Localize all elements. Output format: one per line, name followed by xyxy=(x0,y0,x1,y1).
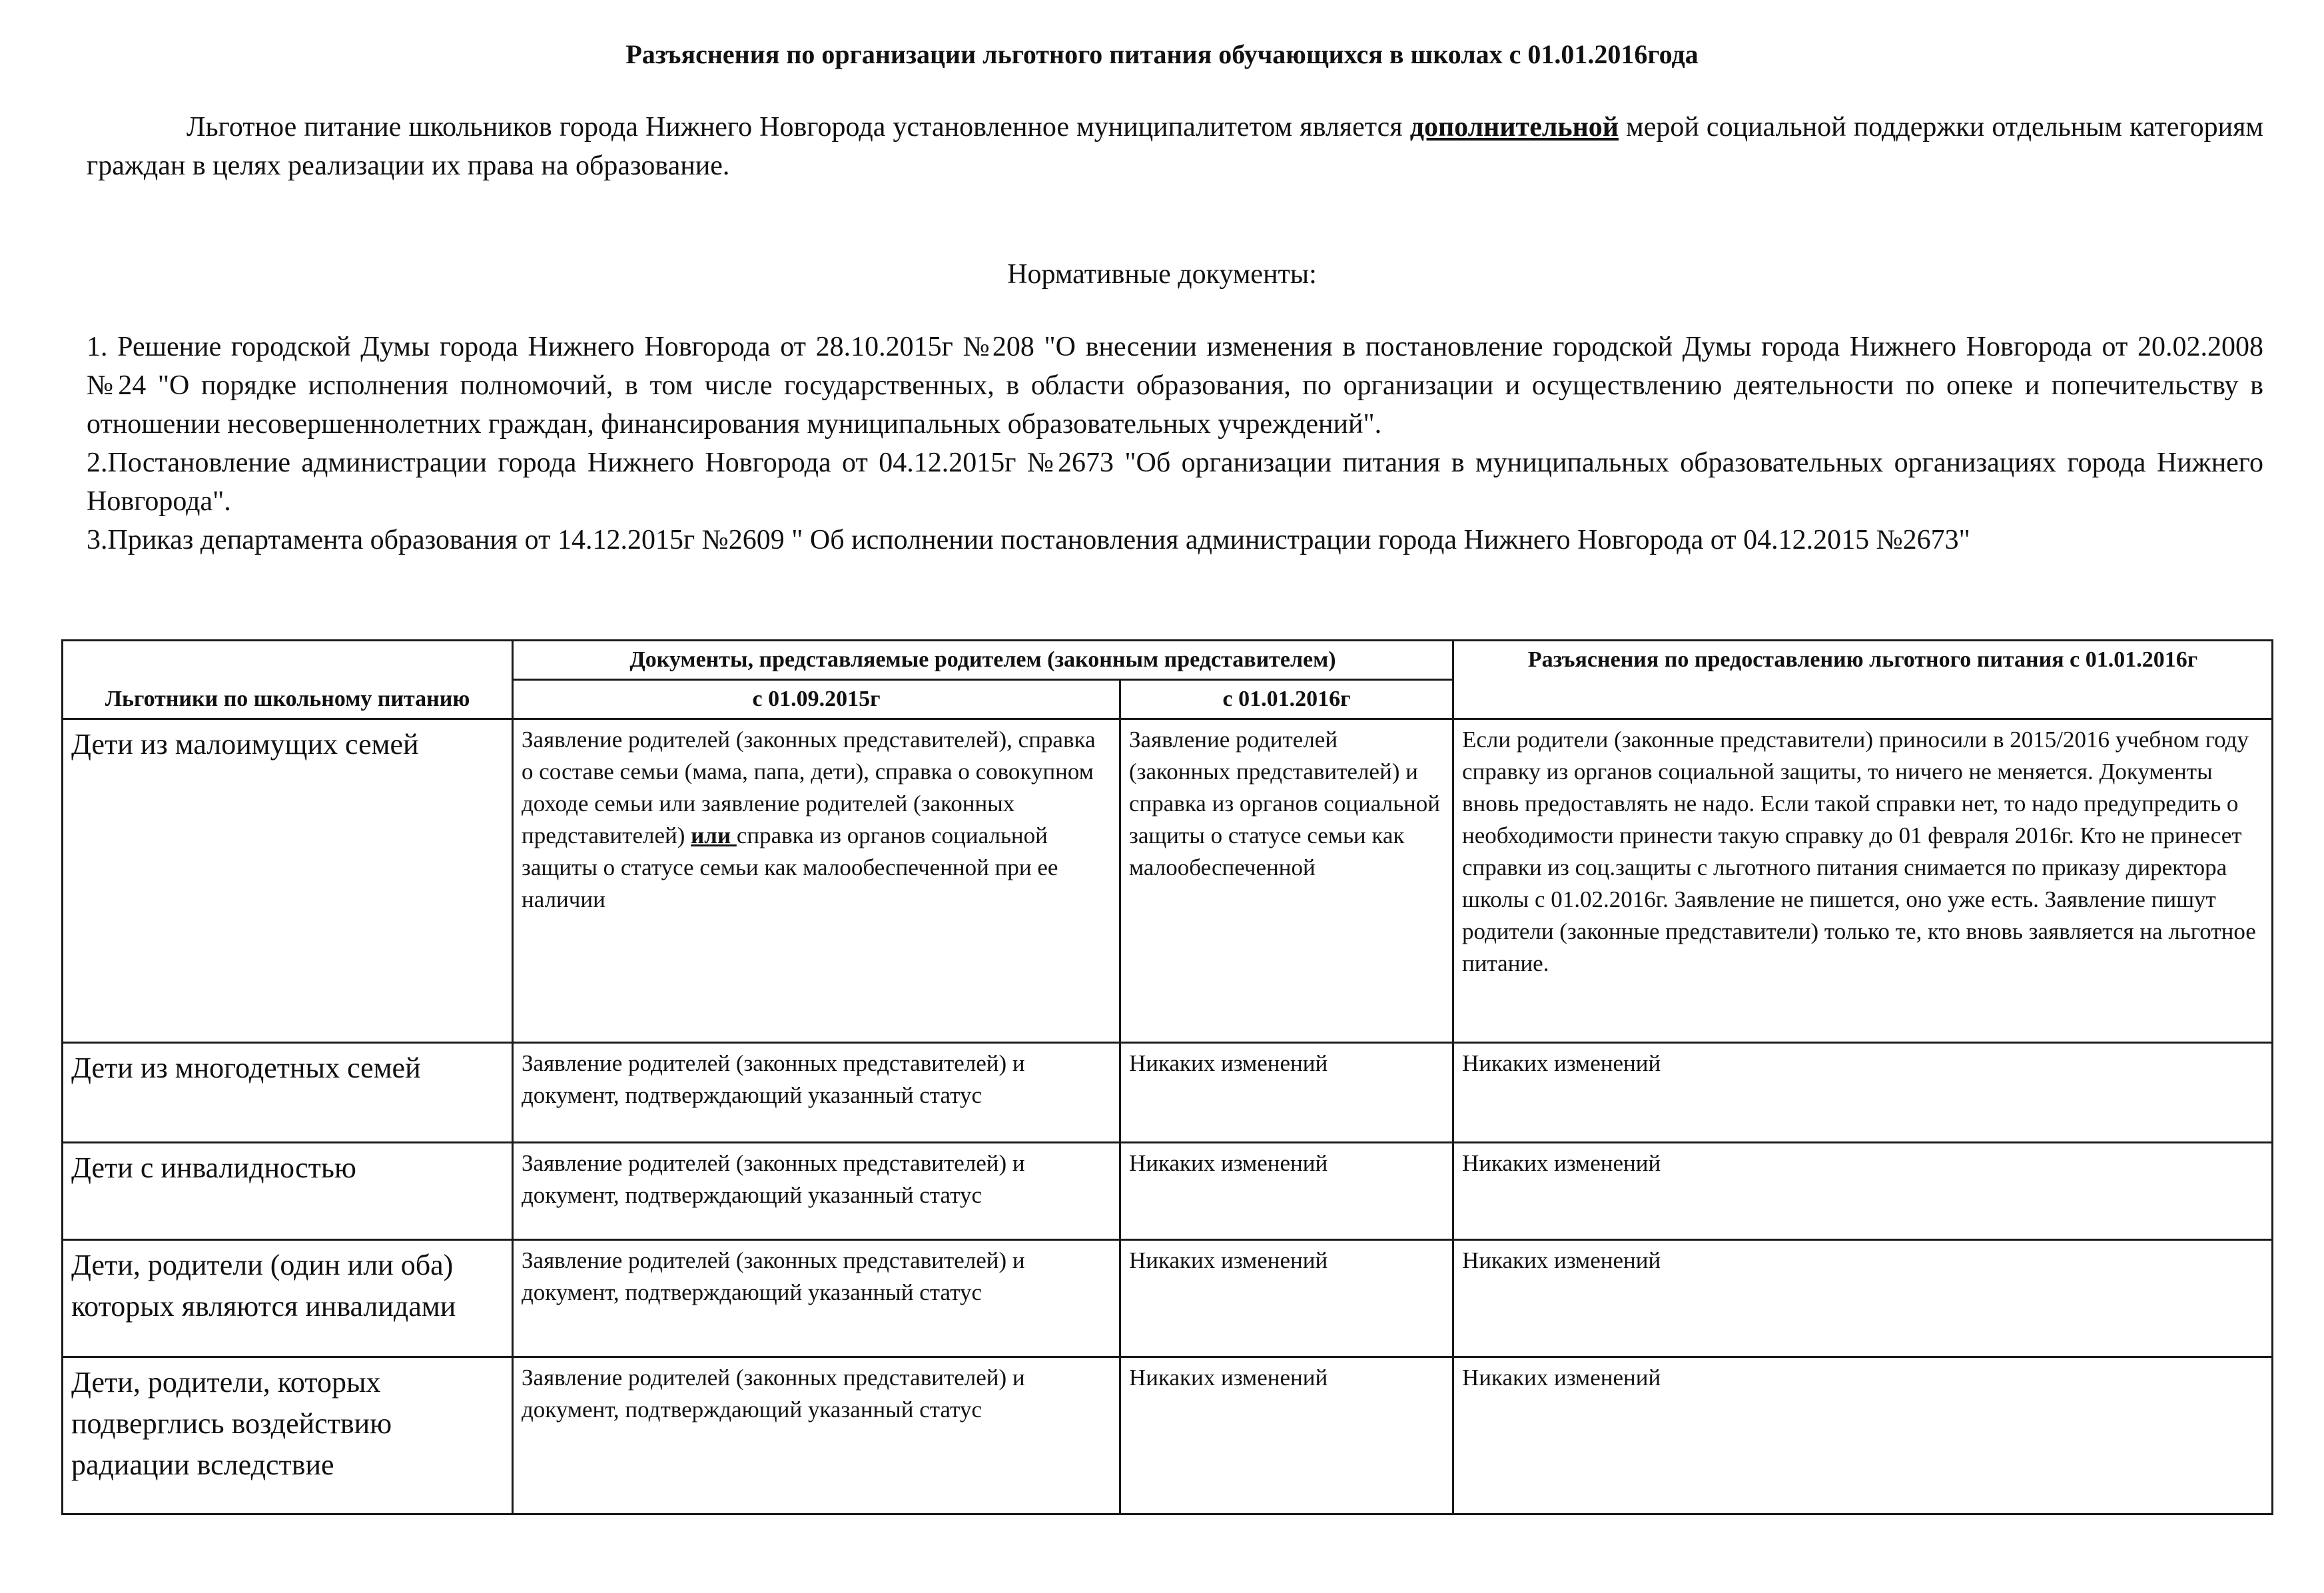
header-from-2015: с 01.09.2015г xyxy=(513,680,1120,719)
normative-documents-list xyxy=(87,328,2263,559)
benefits-table xyxy=(61,639,2273,1515)
documents-2016-cell: Никаких изменений xyxy=(1120,1240,1453,1357)
explanation-cell: Никаких изменений xyxy=(1453,1143,2273,1240)
document-title: Разъяснения по организации льготного питания обучающихся в школах с 01.01.2016года xyxy=(625,39,1699,69)
table-row xyxy=(63,1240,2273,1357)
intro-paragraph xyxy=(87,108,2263,185)
documents-2015-cell xyxy=(513,719,1120,1043)
normative-documents-heading: Нормативные документы: xyxy=(1007,259,1317,290)
documents-2015-cell: Заявление родителей (законных представителей) и документ, подтверждающий указанный статус xyxy=(513,1043,1120,1143)
category-cell: Дети, родители (один или оба) которых являются инвалидами xyxy=(63,1240,513,1357)
documents-2015-text-cont: справка из органов социальной защиты о статусе семьи как малообеспеченной при ее наличии xyxy=(522,822,1058,912)
documents-2016-cell: Никаких изменений xyxy=(1120,1357,1453,1514)
header-category: Льготники по школьному питанию xyxy=(63,641,513,719)
documents-2016-cell: Заявление родителей (законных представителей) и справка из органов социальной защиты о статусе семьи как малообеспеченной xyxy=(1120,719,1453,1043)
or-emphasis: или xyxy=(691,822,737,848)
normative-document-item: 1. Решение городской Думы города Нижнего Новгорода от 28.10.2015г №208 "О внесении изменения в постановление городской Думы города Нижнего Новгорода от 20.02.2008 №24 "О порядке исполнения полномочий, в том числе государственных, в области образования, по организации и осуществлению деятельности по опеке и попечительству в отношении несовершеннолетних граждан, финансирования муниципальных образовательных учреждений". xyxy=(87,332,2263,440)
normative-document-item: 2.Постановление администрации города Нижнего Новгорода от 04.12.2015г №2673 "Об организации питания в муниципальных образовательных организациях города Нижнего Новгорода". xyxy=(87,448,2263,517)
documents-2015-cell: Заявление родителей (законных представителей) и документ, подтверждающий указанный статус xyxy=(513,1143,1120,1240)
intro-emphasis: дополнительной xyxy=(1409,112,1619,143)
header-from-2016: с 01.01.2016г xyxy=(1120,680,1453,719)
table-header-row xyxy=(63,641,2273,680)
documents-2015-cell: Заявление родителей (законных представителей) и документ, подтверждающий указанный статус xyxy=(513,1357,1120,1514)
table-row xyxy=(63,1357,2273,1514)
table-row xyxy=(63,719,2273,1043)
header-explanation: Разъяснения по предоставлению льготного питания с 01.01.2016г xyxy=(1453,641,2273,719)
category-cell: Дети из малоимущих семей xyxy=(63,719,513,1043)
documents-2015-cell: Заявление родителей (законных представителей) и документ, подтверждающий указанный статус xyxy=(513,1240,1120,1357)
intro-text-before: Льготное питание школьников города Нижнего Новгорода установленное муниципалитетом является xyxy=(187,112,1410,143)
documents-2016-cell: Никаких изменений xyxy=(1120,1043,1453,1143)
explanation-cell: Никаких изменений xyxy=(1453,1240,2273,1357)
documents-2015-text: Заявление родителей (законных представителей), справка о составе семьи (мама, папа, дети), справка о совокупном доходе семьи или заявление родителей (законных представителей) xyxy=(522,727,1096,848)
table-row xyxy=(63,1143,2273,1240)
category-cell: Дети, родители, которых подверглись воздействию радиации вследствие xyxy=(63,1357,513,1514)
category-cell: Дети из многодетных семей xyxy=(63,1043,513,1143)
explanation-cell: Никаких изменений xyxy=(1453,1357,2273,1514)
explanation-cell: Если родители (законные представители) приносили в 2015/2016 учебном году справку из органов социальной защиты, то ничего не меняется. Документы вновь предоставлять не надо. Если такой справки нет, то надо предупредить о необходимости принести такую справку до 01 февраля 2016г. Кто не принесет справки из соц.защиты с льготного питания снимается по приказу директора школы с 01.02.2016г. Заявление не пишется, оно уже есть. Заявление пишут родители (законные представители) только те, кто вновь заявляется на льготное питание. xyxy=(1453,719,2273,1043)
intro-text-after: мерой социальной поддержки отдельным категориям граждан в целях реализации их права на образование. xyxy=(87,112,2263,181)
table-row xyxy=(63,1043,2273,1143)
documents-2016-cell: Никаких изменений xyxy=(1120,1143,1453,1240)
normative-document-item: 3.Приказ департамента образования от 14.12.2015г №2609 " Об исполнении постановления администрации города Нижнего Новгорода от 04.12.2015 №2673" xyxy=(87,525,1970,555)
category-cell: Дети с инвалидностью xyxy=(63,1143,513,1240)
explanation-cell: Никаких изменений xyxy=(1453,1043,2273,1143)
header-documents-group: Документы, представляемые родителем (законным представителем) xyxy=(513,641,1453,680)
